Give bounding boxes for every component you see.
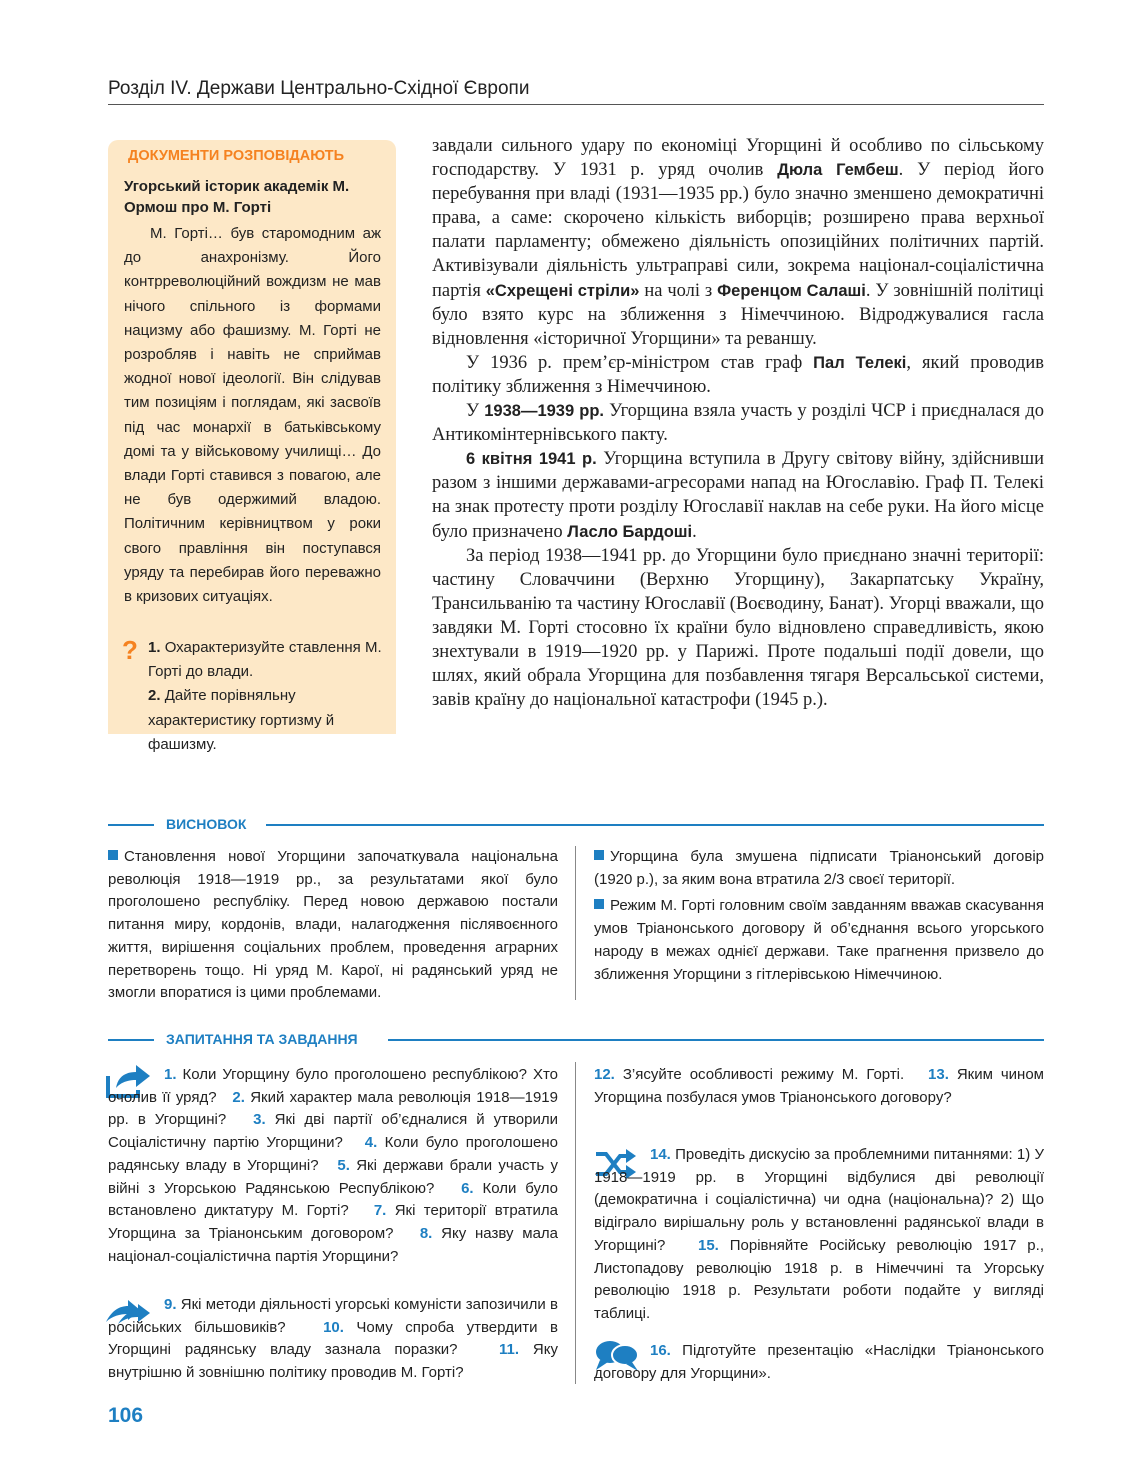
- questions-group-2-right: [594, 1064, 1044, 1109]
- conclusion-left: [108, 846, 558, 1005]
- column-divider: [575, 846, 576, 1000]
- box-question: 1. Охарактеризуйте ставлення М. Горті до влади.: [148, 639, 382, 681]
- documents-box-quote: М. Горті… був старомодним аж до анахронізму. Його контрреволюційний вождизм не мав нічого спільного із формами нацизму або фашизму. М. Горті не розробляв і навіть не сприймав жодної нової ідеології. Він слідував тим позиціям і поглядам, які засвоїв під час монархії в батьківському домі та у військовому училищі… До влади Горті ставився з повагою, але не був одержимий владою. Політичним керівництвом у роки свого правління він поступався уряду та перебирав його переважно в кризових ситуаціях.: [124, 225, 381, 606]
- box-question: 2. Дайте порівняльну характеристику гортизму й фашизму.: [148, 687, 335, 753]
- paragraph: У 1936 р. прем’єр-міністром став граф Пал Телекі, який проводив політику зближення з Німеччиною.: [432, 352, 1044, 397]
- bullet-square-icon: [594, 899, 604, 909]
- main-text: [432, 134, 1044, 712]
- page-header: [108, 78, 1044, 105]
- questions-paragraph: 16. Підготуйте презентацію «Наслідки Тріанонського договору для Угорщини».: [594, 1342, 1044, 1382]
- documents-box-subtitle: Угорський історик академік М. Ормош про М. Горті: [124, 178, 350, 216]
- divider: [108, 824, 154, 826]
- questions-paragraph: 12. З’ясуйте особливості режиму М. Горті. 13. Яким чином Угорщина позбулася умов Тріанонського договору?: [594, 1066, 1044, 1106]
- questions-paragraph: 14. Проведіть дискусію за проблемними питаннями: 1) У 1918—1919 рр. в Угорщині відбулися дві революції (демократична і соціалістична) чи одна (національна)? 2) Що відіграло вирішальну роль у встановленні радянської влади в Угорщині? 15. Порівняйте Російську революцію 1917 р., Листопадову революцію 1918 р. в Німеччині та Угорську революцію 1918 р. Результати роботи подайте у вигляді таблиці.: [594, 1146, 1045, 1322]
- divider: [108, 1039, 154, 1041]
- questions-group-3: [594, 1144, 1044, 1326]
- questions-paragraph: 9. Які методи діяльності угорські комуністи запозичили в російських більшовиків? 10. Чому спроба утвердити в Угорщині радянську владу зазнала поразки? 11. Яку внутрішню й зовнішню політику проводив М. Горті?: [108, 1296, 558, 1382]
- questions-paragraph: 1. Коли Угорщину було проголошено республікою? Хто очолив її уряд? 2. Який характер мала революція 1918—1919 рр. в Угорщині? 3. Які дві партії об’єдналися й утворили Соціалістичну партію Угорщини? 4. Коли було проголошено радянську владу в Угорщині? 5. Які держави брали участь у війні з Угорською Радянською Республікою? 6. Коли було встановлено диктатуру М. Горті? 7. Які території втратила Угорщина за Тріанонським договором? 8. Яку назву мала націонал-соціалістична партія Угорщини?: [108, 1066, 559, 1265]
- paragraph: У 1938—1939 рр. Угорщина взяла участь у розділі ЧСР і приєдналася до Антикомінтернівського пакту.: [432, 401, 1044, 446]
- questions-group-4: [594, 1340, 1044, 1385]
- divider: [266, 824, 1044, 826]
- divider: [388, 1039, 1044, 1041]
- column-divider: [575, 1062, 576, 1384]
- documents-box-heading: ДОКУМЕНТИ РОЗПОВІДАЮТЬ: [128, 148, 345, 164]
- paragraph: 6 квітня 1941 р. Угорщина вступила в Другу світову війну, здійснивши разом з іншими державами-агресорами напад на Югославію. Граф П. Телекі на знак протесту проти розділу Югославії наклав на себе руки. На його місце було призначено Ласло Бардоші.: [432, 449, 1044, 542]
- conclusion-title: ВИСНОВОК: [166, 816, 247, 832]
- conclusion-right: [594, 846, 1044, 986]
- questions-group-1: [108, 1064, 558, 1268]
- question-mark-icon: ?: [122, 635, 138, 665]
- bullet-square-icon: [594, 850, 604, 860]
- conclusion-item: Угорщина була змушена підписати Тріанонський договір (1920 р.), за яким вона втратила 2/3 своєї території.: [594, 848, 1044, 888]
- paragraph: За період 1938—1941 рр. до Угорщини було приєднано значні території: частину Словаччини (Верхню Угорщину), Закарпатську Україну, Трансильванію та частину Югославії (Воєводину, Банат). Угорці вважали, що завдяки М. Горті стосовно їх країни було відновлено справедливість, якою знехтували в 1919—1920 рр. у Парижі. Проте подальші події довели, що шлях, який обрала Угорщина для позбавлення тягаря Версальської системи, завів країну до національної катастрофи (1945 р.).: [432, 545, 1044, 711]
- questions-title: ЗАПИТАННЯ ТА ЗАВДАННЯ: [166, 1031, 358, 1047]
- documents-box-questions: [148, 636, 384, 757]
- bullet-square-icon: [108, 850, 118, 860]
- page-number: 106: [108, 1404, 144, 1427]
- chapter-title: Розділ IV. Держави Центрально-Східної Європи: [108, 78, 530, 99]
- conclusion-heading: [108, 816, 1044, 832]
- paragraph: завдали сильного удару по економіці Угорщині й особливо по сільському господарству. У 1931 р. уряд очолив Дюла Гембеш. У період його перебування при владі (1931—1935 рр.) було значно зменшено демократичні права, а саме: скорочено кількість виборців; розширено права верхньої палати парламенту; обмежено діяльність опозиційних політичних партій. Активізували діяльність ультраправі сили, зокрема націонал-соціалістична партія «Схрещені стріли» на чолі з Ференцом Салаші. У зовнішній політиці було взято курс на зближення з Німеччиною. Відроджувалися гасла відновлення «історичної Угорщини» та реваншу.: [432, 136, 1044, 349]
- documents-box: [108, 140, 396, 753]
- conclusion-item: Становлення нової Угорщини започаткувала національна революція 1918—1919 рр., за результатами якої було проголошено республіку. Перед новою державою постали питання миру, кордонів, влади, налагодження післявоєнного життя, вирішення соціальних проблем, проведення аграрних перетворень тощо. Ні уряд М. Карої, ні радянський уряд не змогли впоратися із цими проблемами.: [108, 848, 558, 1002]
- questions-group-2-left: [108, 1294, 558, 1385]
- conclusion-item: Режим М. Горті головним своїм завданням вважав скасування умов Тріанонського договору й об’єднання всього угорського народу в межах однієї держави. Таке прагнення призвело до зближення Угорщини з гітлерівською Німеччиною.: [594, 897, 1044, 983]
- questions-heading: [108, 1031, 1044, 1047]
